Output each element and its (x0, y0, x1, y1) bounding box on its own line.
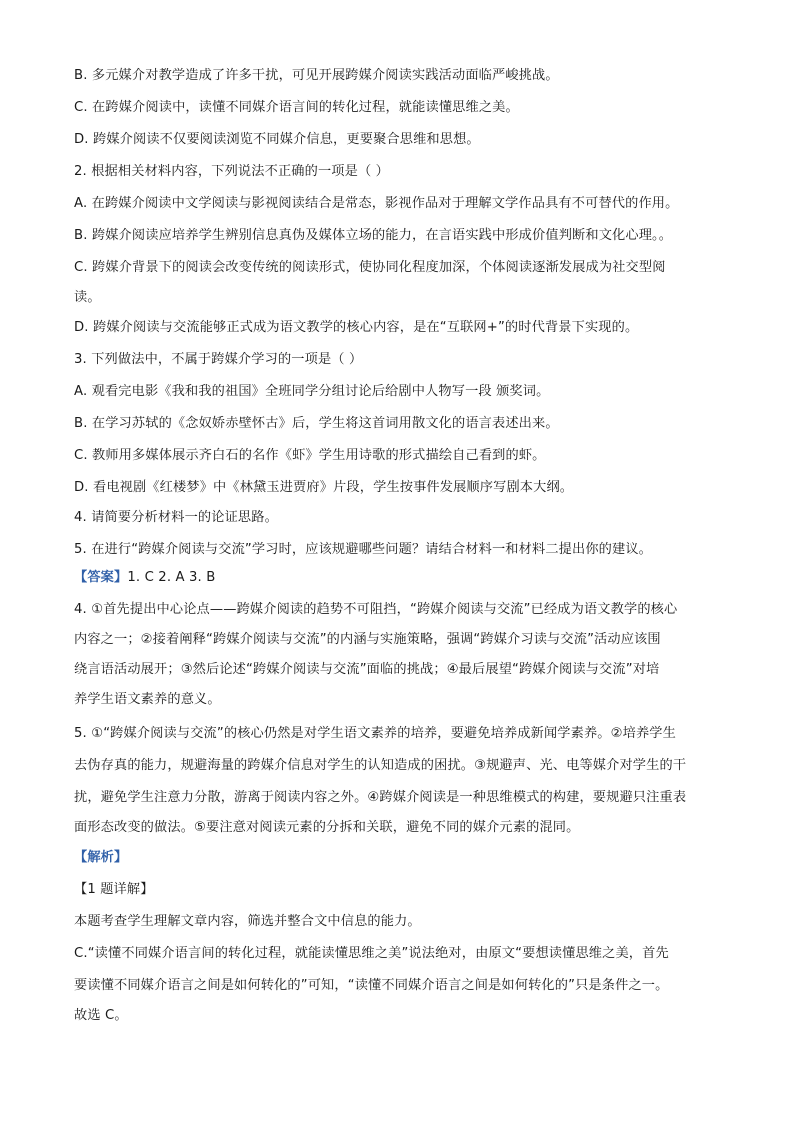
analysis-tag: 【解析】 (74, 850, 128, 865)
question-2-stem: 2. 根据相关材料内容，下列说法不正确的一项是（ ） (74, 164, 389, 179)
option-b-line: B. 多元媒介对教学造成了许多干扰，可见开展跨媒介阅读实践活动面临严峻挑战。 (74, 68, 559, 83)
option-d-line: D. 跨媒介阅读不仅要阅读浏览不同媒介信息，更要聚合思维和思想。 (74, 132, 480, 147)
detail-line-2: C.“读懂不同媒介语言间的转化过程，就能读懂思维之美”说法绝对，由原文“要想读懂思维之美，首先 (74, 946, 669, 961)
question-2-option-a: A. 在跨媒介阅读中文学阅读与影视阅读结合是常态，影视作品对于理解文学作品具有不可替代的作用。 (74, 196, 679, 211)
analysis-line (74, 848, 734, 868)
answer-4-line-2: 内容之一；②接着阐释“跨媒介阅读与交流”的内涵与实施策略，强调“跨媒介习读与交流”活动应该围 (74, 632, 661, 647)
answer-tag: 【答案】 (74, 570, 128, 585)
answer-5-line-2: 去伪存真的能力，规避海量的跨媒介信息对学生的认知造成的困扰。③规避声、光、电等媒介对学生的干 (74, 758, 687, 773)
detail-heading: 【1 题详解】 (74, 882, 154, 897)
question-2-option-c-continued: 读。 (74, 290, 101, 305)
question-3-option-d: D. 看电视剧《红楼梦》中《林黛玉进贾府》片段，学生按事件发展顺序写剧本大纲。 (74, 480, 574, 495)
answer-4-line-1: 4. ①首先提出中心论点——跨媒介阅读的趋势不可阻挡，“跨媒介阅读与交流”已经成为语文教学的核心 (74, 602, 678, 617)
question-2-option-b: B. 跨媒介阅读应培养学生辨别信息真伪及媒体立场的能力，在言语实践中形成价值判断和文化心理。。 (74, 228, 673, 243)
option-c-line: C. 在跨媒介阅读中，读懂不同媒介语言间的转化过程，就能读懂思维之美。 (74, 100, 519, 115)
answer-text: 1. C 2. A 3. B (127, 570, 216, 585)
answer-4-line-3: 绕言语活动展开；③然后论述“跨媒介阅读与交流”面临的挑战；④最后展望“跨媒介阅读与交流”对培 (74, 662, 660, 677)
question-2-option-d: D. 跨媒介阅读与交流能够正式成为语文教学的核心内容，是在“互联网+”的时代背景下实现的。 (74, 320, 639, 335)
answer-5-line-4: 面形态改变的做法。⑤要注意对阅读元素的分拆和关联，避免不同的媒介元素的混同。 (74, 820, 580, 835)
question-3-stem: 3. 下列做法中，不属于跨媒介学习的一项是（ ） (74, 352, 363, 367)
question-4-stem: 4. 请简要分析材料一的论证思路。 (74, 510, 278, 525)
question-3-option-b: B. 在学习苏轼的《念奴娇赤壁怀古》后，学生将这首词用散文化的语言表述出来。 (74, 416, 559, 431)
detail-line-3: 要读懂不同媒介语言之间是如何转化的”可知，“读懂不同媒介语言之间是如何转化的”只是条件之一。 (74, 978, 669, 993)
answer-5-line-1: 5. ①“跨媒介阅读与交流”的核心仍然是对学生语文素养的培养，要避免培养成新闻学素养。②培养学生 (74, 726, 676, 741)
question-5-stem: 5. 在进行“跨媒介阅读与交流”学习时，应该规避哪些问题？请结合材料一和材料二提出你的建议。 (74, 542, 653, 557)
answer-5-line-3: 扰，避免学生注意力分散，游离于阅读内容之外。④跨媒介阅读是一种思维模式的构建，要规避只注重表 (74, 790, 687, 805)
question-3-option-c: C. 教师用多媒体展示齐白石的名作《虾》学生用诗歌的形式描绘自己看到的虾。 (74, 448, 546, 463)
answer-line (74, 568, 734, 588)
answer-4-line-4: 养学生语文素养的意义。 (74, 692, 221, 707)
detail-line-4: 故选 C。 (74, 1008, 128, 1023)
question-2-option-c: C. 跨媒介背景下的阅读会改变传统的阅读形式，使协同化程度加深，个体阅读逐渐发展成为社交型阅 (74, 260, 666, 275)
question-3-option-a: A. 观看完电影《我和我的祖国》全班同学分组讨论后给剧中人物写一段 颁奖词。 (74, 384, 550, 399)
detail-line-1: 本题考查学生理解文章内容，筛选并整合文中信息的能力。 (74, 914, 421, 929)
